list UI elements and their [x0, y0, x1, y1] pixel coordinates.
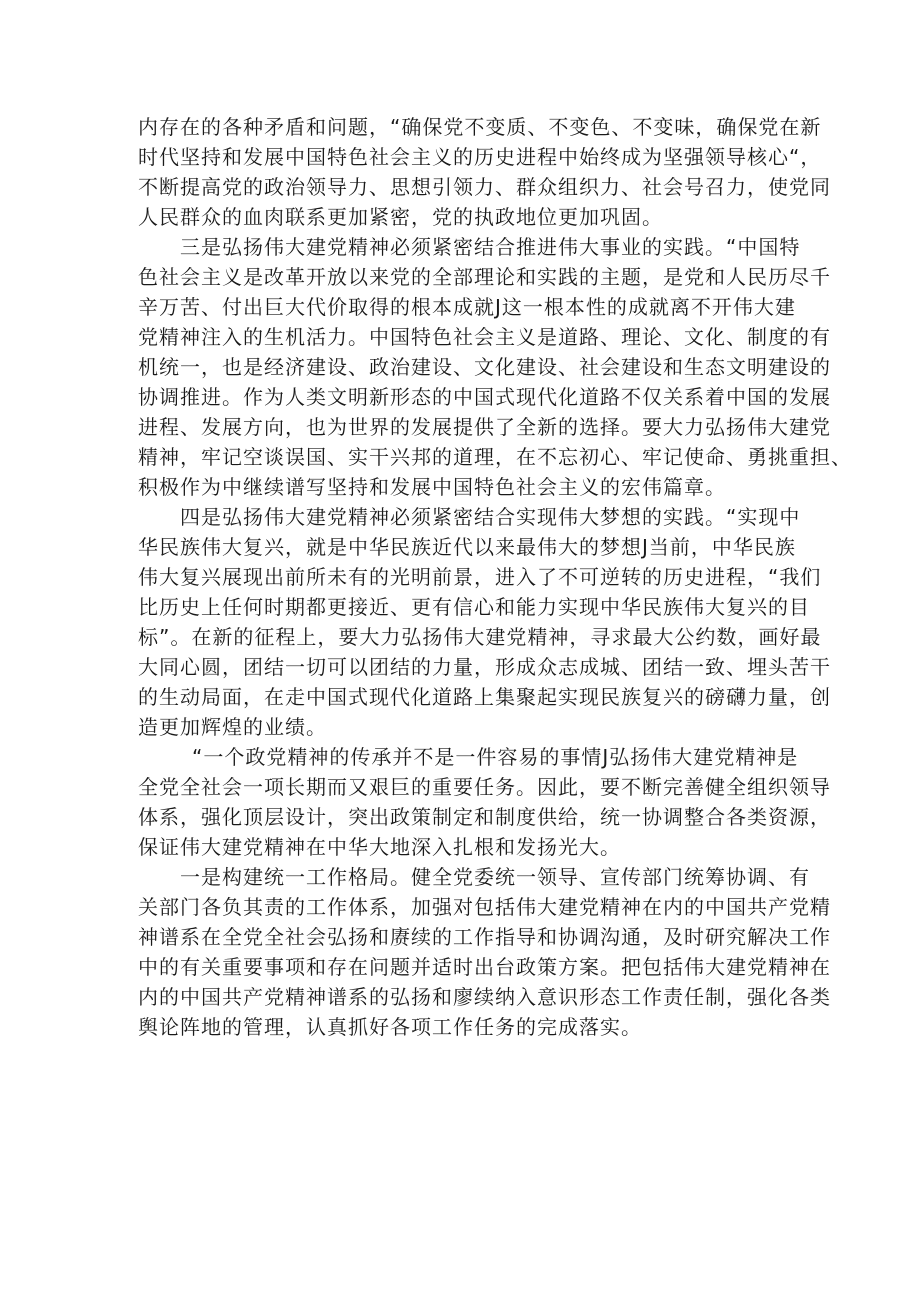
text-line: 党精神注入的生机活力。中国特色社会主义是道路、理论、文化、制度的有 [138, 325, 831, 349]
text-line: 辛万苦、付出巨大代价取得的根本成就J这一根本性的成就离不开伟大建 [138, 295, 796, 319]
text-line: 神谱系在全党全社会弘扬和赓续的工作指导和协调沟通，及时研究解决工作 [138, 925, 831, 949]
text-line: 标”。在新的征程上，要大力弘扬伟大建党精神，寻求最大公约数，画好最 [138, 625, 822, 649]
text-line: 体系，强化顶层设计，突出政策制定和制度供给，统一协调整合各类资源， [138, 805, 831, 829]
text-line: 内的中国共产党精神谱系的弘扬和廖续纳入意识形态工作责任制，强化各类 [138, 985, 831, 1009]
text-line: 内存在的各种矛盾和问题，“确保党不变质、不变色、不变味，确保党在新 [138, 115, 822, 139]
text-line: 时代坚持和发展中国特色社会主义的历史进程中始终成为坚强领导核心“， [138, 145, 822, 169]
text-line: 人民群众的血肉联系更加紧密，党的执政地位更加巩固。 [138, 205, 663, 229]
text-line: 一是构建统一工作格局。健全党委统一领导、宣传部门统筹协调、有 [180, 865, 810, 889]
text-line: 保证伟大建党精神在中华大地深入扎根和发扬光大。 [138, 835, 621, 859]
text-line: 全党全社会一项长期而又艰巨的重要任务。因此，要不断完善健全组织领导 [138, 775, 831, 799]
paragraph-great-cause [138, 232, 852, 502]
text-line: 协调推进。作为人类文明新形态的中国式现代化道路不仅关系着中国的发展 [138, 385, 831, 409]
text-line: 中的有关重要事项和存在问题并适时出台政策方案。把包括伟大建党精神在 [138, 955, 831, 979]
text-line: 华民族伟大复兴，就是中华民族近代以来最伟大的梦想J当前，中华民族 [138, 535, 796, 559]
text-line: “一个政党精神的传承并不是一件容易的事情J弘扬伟大建党精神是 [192, 745, 799, 769]
text-line: 舆论阵地的管理，认真抓好各项工作任务的完成落实。 [138, 1015, 642, 1039]
text-line: 精神，牢记空谈误国、实干兴邦的道理，在不忘初心、牢记使命、勇挑重担、 [138, 445, 852, 469]
paragraph-work-pattern [138, 862, 831, 1042]
text-line: 四是弘扬伟大建党精神必须紧密结合实现伟大梦想的实践。“实现中 [180, 505, 801, 529]
paragraph-inheritance [138, 742, 831, 862]
text-line: 色社会主义是改革开放以来党的全部理论和实践的主题，是党和人民历尽千 [138, 265, 831, 289]
text-line: 积极作为中继续谱写坚持和发展中国特色社会主义的宏伟篇章。 [138, 475, 726, 499]
text-line: 大同心圆，团结一切可以团结的力量，形成众志成城、团结一致、埋头苦干 [138, 655, 831, 679]
paragraph-party-core [138, 112, 831, 232]
text-line: 不断提高党的政治领导力、思想引领力、群众组织力、社会号召力，使党同 [138, 175, 831, 199]
text-line: 关部门各负其责的工作体系，加强对包括伟大建党精神在内的中国共产党精 [138, 895, 831, 919]
text-line: 三是弘扬伟大建党精神必须紧密结合推进伟大事业的实践。“中国特 [180, 235, 801, 259]
text-line: 比历史上任何时期都更接近、更有信心和能力实现中华民族伟大复兴的目 [138, 595, 810, 619]
text-line: 机统一，也是经济建设、政治建设、文化建设、社会建设和生态文明建设的 [138, 355, 831, 379]
text-line: 的生动局面，在走中国式现代化道路上集聚起实现民族复兴的磅礴力量，创 [138, 685, 831, 709]
paragraph-great-dream [138, 502, 831, 742]
text-line: 造更加辉煌的业绩。 [138, 715, 327, 739]
document-page [138, 112, 852, 1042]
text-line: 伟大复兴展现出前所未有的光明前景，进入了不可逆转的历史进程，“我们 [138, 565, 822, 589]
text-line: 进程、发展方向，也为世界的发展提供了全新的选择。要大力弘扬伟大建党 [138, 415, 831, 439]
